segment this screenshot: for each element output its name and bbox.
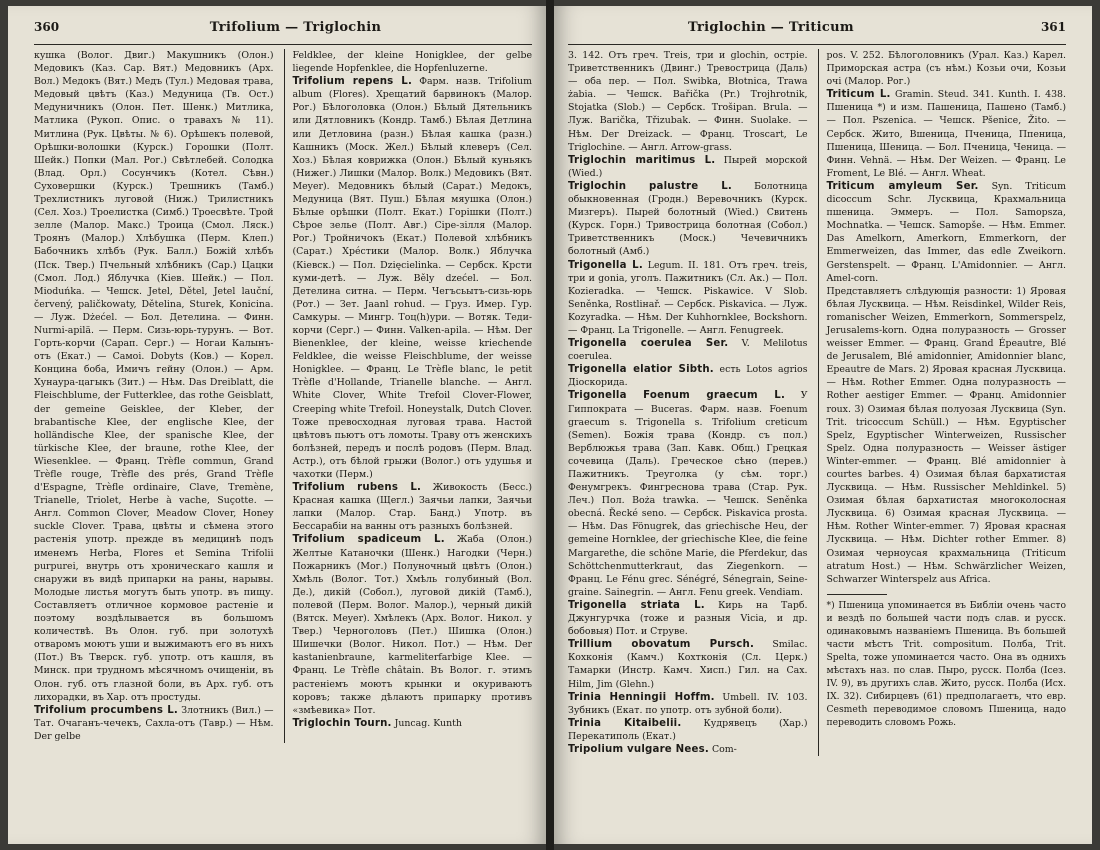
entry-text: Представляетъ слѣдующія разности: 1) Яровая бѣлая Лусквица. — Нѣм. Reisdinkel, Wilder Reis, romanischer Weizen, Emmerkorn, Sommerspelz, Jerusalems-korn. Одна полуразность — Grosser weisser Emmer. — Франц. Grand Épeautre, Blé de Jerusalem, Blé amidonnier, Amidonnier blanc, Epeautre de Mars. 2) Яровая красная Лусквица. — Нѣм. Rother Emmer. Одна полуразность — Rother aestiger Emmer. — Франц. Amidonnier roux. 3) Озимая бѣлая полуозая Лусквица (Syn. Trit. tricoccum Schüll.) — Нѣм. Egyptischer Spelz, Egyptischer Winterweizen, Russischer Spelz. Одна полуразность — Weisser ästiger Winter-emmer. — Франц. Blé amidonnier à courtes barbes. 4) Озимая бѣлая бархатистая Лусквица. — Нѣм. Russischer Mehldinkel. 5) Озимая бѣлая бархатистая многоколосная Лусквица. 6) Озимая красная Лусквица. — Нѣм. Rother Winter-emmer. 7) Яровая красная Лусквица. — Нѣм. Dichter rother Emmer. 8) Озимая черноусая крахмальница (Triticum atratum Host.) — Нѣм. Schwärzlicher Weizen, Schwarzer Winterspelz aus Africa. xyxy=(826,285,1066,585)
dictionary-entry xyxy=(293,533,533,716)
entry-text: кушка (Волог. Двиг.) Макушникъ (Олон.) Медовикъ (Каз. Сар. Вят.) Медовникъ (Арх. Вол.) Медокъ (Вят.) Медъ (Тул.) Медовая трава, Медовый цвѣтъ (Каз.) Медуница (Тв. Ост.) Медуничникъ (Олон. Пет. Шенк.) Митлика, Матлика (Рукоп. Опис. о травахъ № 11). Митлина (Рук. Цвѣты. № 6). Орѣшекъ полевой, Орѣшки-волошки (Курск.) Горошки (Полт. Шейк.) Попки (Мал. Рог.) Свѣтлебей. Солодка (Влад. Орл.) Сосунчикъ (Котел. Сѣвн.) Суховершки (Курск.) Трешникъ (Тамб.) Трехлистникъ луговой (Ниж.) Трилистникъ (Сел. Хоз.) Троелистка (Симб.) Троесвѣте. Трой зелле (Малор. Макс.) Троица (Смол. Ляск.) Троянъ (Малор.) Хлѣбушка (Перм. Клеп.) Бабочникъ хлѣбъ (Рук. Балл.) Божій хлѣбъ (Пск. Твер.) Пчельный хлѣбникъ (Сар.) Цацки (Смол. Лод.) Яблучка (Кіев. Шейк.) — Пол. Mioduńka. — Чешск. Jetel, Dětel, Jetel lauční, červený, paličkowaty, Dětelina, Sturek, Konicina. — Луж. Dżećel. — Бол. Детелина. — Финн. Nurmi-apilä. — Перм. Сизь-юрь-турунъ. — Вот. Горть-корчи (Сарап. Серг.) — Ногаи Калынъ-отъ (Екат.) — Самоі. Dobyts (Ков.) — Корел. Концина боба, Имичъ гейну (Олон.) — Арм. Хунаура-цагыкъ (Зит.) — Нѣм. Das Dreiblatt, die Fleischblume, der Futterklee, das rothe Geisblatt, der gemeine Geisklee, der Kleber, der brabantische Klee, der englische Klee, der holländische Klee, der spanische Klee, der türkische Klee, der braune, rothe Klee, der Wiesenklee. — Франц. Trèfle commun, Grand Trèfle rouge, Trèfle des prés, Grand Trèfle d'Espagne, Trèfle ordinaire, Clave, Tremène, Trianelle, Triolet, Herbe à vache, Suçotte. — Англ. Common Clover, Meadow Clover, Honey suckle Clover. Трава, цвѣты и сѣмена этого растенія употр. прежде въ медицинѣ подъ именемъ Herba, Flores et Semina Trifolii purpurei, внутрь отъ хроническаго кашля и снаружи въ видѣ припарки на раны, нарывы. Молодые листья могутъ быть употр. въ пищу. Составляетъ отличное кормовое растеніе и поэтому воздѣлывается въ большомъ количествѣ. Въ Олон. губ. при золотухѣ отваромъ моютъ уши и выжимаютъ его въ нихъ (Пот.) Въ Тверск. губ. употр. отъ кашля, въ Минск. при трудномъ мѣсячномъ очищеніи, въ Олон. губ. отъ глазной боли, въ Арх. губ. отъ лихорадки, въ Хар. отъ простуды. xyxy=(34,50,274,703)
entry-text: Живокость (Бесс.) Красная кашка (Щегл.) Заячьи лапки, Заячьи лапки (Малор. Стар. Банд.) Употр. въ Бессарабіи на ванны отъ разныхъ болѣзней. xyxy=(292,482,532,533)
dictionary-entry xyxy=(568,49,808,154)
footnote: *) Пшеница упоминается въ Библіи очень часто и вездѣ по большей части подъ слав. и русск. одинаковымъ названіемъ Пшеница. Въ большей части мѣстъ Trit. compositum. Полба, Trit. Spelta, тоже упоминается часто. Она въ однихъ мѣстахъ наз. по слав. Пыро, русск. Полба (Ісез. IV. 9), въ другихъ слав. Жито, русск. Полба (Исх. IX. 32). Сибирцевъ (61) предполагаетъ, что евр. Cesmeth переводимое словомъ Пшеница, надо переводить словомъ Рожь. xyxy=(826,599,1066,728)
running-head-title: Triglochin — Triticum xyxy=(688,20,854,35)
dictionary-entry xyxy=(568,337,808,363)
entry-text: Кудрявецъ (Хар.) Перекатиполь (Екат.) xyxy=(568,717,808,742)
entry-text: Syn. Triticum dicoccum Schr. Лусквица, Крахмальница пшеница. Эммеръ. — Пол. Samopsza, Mochnatka. — Чешск. Samopše. — Нѣм. Emmer. Das Amelkorn, Amerkorn, Emmerkorn, der Emmerweizen, das Immer, das edle Zweikorn. Gerstenspelt. — Франц. L'Amidonnier. — Англ. Amel-corn. xyxy=(826,180,1066,284)
entry-headword: Trillium obovatum Pursch. xyxy=(568,639,755,651)
running-head xyxy=(568,20,1066,42)
entry-headword: Tripolium vulgare Nees. xyxy=(568,743,709,755)
entry-headword: Triglochin maritimus L. xyxy=(568,154,716,166)
dictionary-entry xyxy=(827,285,1067,586)
text-columns xyxy=(34,49,532,743)
book-gutter xyxy=(546,0,554,850)
dictionary-entry xyxy=(293,49,533,75)
entry-headword: Trifolium repens L. xyxy=(292,76,413,88)
entry-text: Feldklee, der kleine Honigklee, der gelbe liegende Hopfenklee, die Hopfenluzerne. xyxy=(292,50,532,75)
entry-headword: Trigonella elatior Sibth. xyxy=(568,364,714,376)
entry-text: Фарм. назв. Trifolium album (Flores). Хрещатий барвинокъ (Малор. Рог.) Бѣлоголовка (Олон.) Бѣлый Дятельникъ или Дятловникъ (Кондр. Тамб.) Бѣлая Детлина или Детловина (разн.) Бѣлая кашка (разн.) Кашникъ (Моск. Жел.) Бѣлый клеверъ (Сел. Хоз.) Бѣлая коврижка (Олон.) Бѣлый куньякъ (Нижег.) Лишки (Малор. Волк.) Медовикъ (Вят. Meyer). Медовникъ бѣлый (Сарат.) Медокъ, Медуница (Вят. Пуш.) Бѣлая мяушка (Олон.) Бѣлые орѣшки (Полт. Екат.) Горішки (Полт.) Сѣрое зелье (Полт. Авг.) Сіре-зілля (Малор. Рог.) Тройничокъ (Екат.) Полевой хлѣбникъ (Сарат.) Хрéстики (Малор. Волк.) Яблучка (Кіевск.) — Пол. Dzięcielinka. — Сербск. Крсти куми-детѣ. — Луж. Běly dzećel. — Бол. Детелина ситна. — Перм. Чегъсьытъ-сизь-юрь (Рот.) — Зет. Jaanl rohud. — Груз. Имер. Гур. Самкуры. — Мингр. Тоц(h)ури. — Вотяк. Теди-корчи (Серг.) — Финн. Valken-apila. — Нѣм. Der Bienenklee, der kleine, weisse kriechende Feldklee, die weisse Fleischblume, der weisse Honigklee. — Франц. Le Trèfle blanc, le petit Trèfle d'Hollande, Trianelle blanche. — Англ. White Clover, White Trefoil Clover-Flower, Creeping white Trefoil. Honeystalk, Dutch Clover. Тоже превосходная луговая трава. Настой цвѣтовъ пьютъ отъ ломоты. Траву отъ женскихъ болѣзней, передъ и послѣ родовъ (Перм. Влад. Астр.), отъ бѣлой грыжи (Волог.) отъ удушья и чахотки (Перм.) xyxy=(292,76,533,480)
entry-text: Жаба (Олон.) Желтые Катаночки (Шенк.) Нагодки (Черн.) Пожарникъ (Мог.) Полуночный цвѣтъ (Олон.) Хмѣль (Волог. Тот.) Хмѣль голубиный (Вол. Де.), дикій (Собол.), луговой дикій (Тамб.), полевой (Перм. Волог. Малор.), черный дикій (Вятск. Meyer). Хмѣлекъ (Арх. Волог. Никол. у Твер.) Черноголовъ (Пет.) Шишка (Олон.) Шишечки (Волог. Никол. Пот.) — Нѣм. Der kastanienbraune, karmeliterfarbige Klee. — Франц. Le Trèfle châtain. Въ Волог. г. этимъ растеніемъ моютъ крынки и окуриваютъ коровъ; также дѣлаютъ припарку противъ «змѣевика» Пот. xyxy=(292,534,532,716)
dictionary-entry xyxy=(568,599,808,638)
entry-headword: Trigonella striata L. xyxy=(568,599,705,611)
entry-text: есть Lotos agrios Діоскорида. xyxy=(568,364,808,389)
page-number: 360 xyxy=(34,20,60,34)
dictionary-entry xyxy=(34,49,274,704)
entry-headword: Trigonella coerulea Ser. xyxy=(568,338,729,350)
entry-text: Кирь на Тарб. Джунгурчка (тоже и разныя Vicia, и др. бобовыя) Пот. и Струве. xyxy=(568,599,808,638)
page-number: 361 xyxy=(1040,20,1066,34)
entry-headword: Trifolium procumbens L. xyxy=(34,704,178,716)
entry-headword: Trifolium rubens L. xyxy=(292,482,422,494)
entry-headword: Trigonella L. xyxy=(568,259,643,271)
entry-headword: Triticum L. xyxy=(826,89,891,101)
entry-text: Болотница обыкновенная (Гродн.) Веревочникъ (Курск. Мизгеръ). Пырей болотный (Wied.) Свитень (Курск. Горн.) Тривострица болотная (Собол.) Триветственникъ (Моск.) Чечевичникъ болотный (Амб.) xyxy=(568,180,808,258)
footnote-rule xyxy=(827,594,887,595)
entry-text: Juncag. Kunth xyxy=(394,717,462,729)
dictionary-entry xyxy=(34,704,274,743)
footnote-block xyxy=(827,594,1067,729)
header-rule xyxy=(568,44,1066,45)
right-page xyxy=(554,6,1092,844)
entry-text: Com- xyxy=(711,743,737,755)
text-column xyxy=(34,49,274,743)
dictionary-entry xyxy=(293,75,533,481)
entry-text: У Гиппократа — Buceras. Фарм. назв. Foenum graecum s. Trigonella s. Trifolium creticum (Semen). Божія трава (Кондр. съ пол.) Верблюжья трава (Зап. Кавк. Общ.) Грецкая сочевица (Даль). Греческое сѣно (перев.) Пажитникъ. Треуголка (у сѣм. торг.) Фенумгрекъ. Фингреснова трава (Стар. Рук. Леч.) Пол. Boża trawka. — Чешск. Seněnka obecná. Řecké seno. — Сербск. Piskavica prosta. — Нѣм. Das Fönugrek, das griechische Heu, der gemeine Hornklee, der griechische Klee, die feine Margarethe, die schöne Marie, die Pferdekur, das Schöttchenmutterkraut, das Ziegenkorn. — Франц. Le Fénu grec. Sénégré, Sénegrain, Seine-graine. Sainegrin. — Англ. Fenu greek. Vendiam. xyxy=(568,390,808,598)
running-head xyxy=(34,20,532,42)
left-page xyxy=(8,6,546,844)
dictionary-entry xyxy=(568,154,808,180)
dictionary-entry xyxy=(568,691,808,717)
dictionary-entry xyxy=(568,638,808,690)
text-column xyxy=(818,49,1067,756)
entry-text: Smilac. Кохконія (Камч.) Кохтконія (Сл. Церк.) Тамарки (Инстр. Камч. Хисп.) Гил. на Сах. Hilm, Jim (Glehn.) xyxy=(568,639,808,690)
dictionary-entry xyxy=(293,717,533,730)
entry-text: pos. V. 252. Бѣлоголовникъ (Урал. Каз.) Карел. Приморская астра (съ нѣм.) Козьи очи, Козьи очі (Малор. Рог.) xyxy=(826,50,1066,88)
entry-headword: Trifolium spadiceum L. xyxy=(292,534,445,546)
entry-text: Legum. II. 181. Отъ греч. treis, три и gonia, уголъ. Пажитникъ (Сл. Ак.) — Пол. Kozieradka. — Чешск. Piskawice. V Slob. Seněnka, Rostliнař. — Сербск. Piskavica. — Луж. Kozyradka. — Нѣм. Der Kuhhornklee, Bockshorn. — Франц. La Trigonelle. — Англ. Fenugreek. xyxy=(568,259,808,336)
dictionary-entry xyxy=(568,717,808,743)
entry-text: Пырей морской (Wied.) xyxy=(568,154,808,179)
entry-headword: Trinia Henningii Hoffm. xyxy=(568,691,715,703)
dictionary-entry xyxy=(293,481,533,533)
entry-text: Umbell. IV. 103. Зубникъ (Екат. по употр. отъ зубной боли). xyxy=(568,691,808,716)
text-column xyxy=(284,49,533,743)
entry-headword: Trigonella Foenum graecum L. xyxy=(568,390,786,402)
entry-headword: Trinia Kitaibelii. xyxy=(568,717,682,729)
text-column xyxy=(568,49,808,756)
dictionary-entry xyxy=(827,180,1067,285)
entry-headword: Triglochin Tourn. xyxy=(292,717,392,729)
entry-text: V. Melilotus coerulea. xyxy=(568,338,808,363)
dictionary-entry xyxy=(827,49,1067,88)
entry-headword: Triglochin palustre L. xyxy=(568,180,732,192)
header-rule xyxy=(34,44,532,45)
entry-text: Gramin. Steud. 341. Kunth. I. 438. Пшеница *) и изм. Пашеница, Пашено (Тамб.) — Пол. Pszenica. — Чешск. Pšenice, Žito. — Сербск. Жито, Вшеница, Пченица, Ппеница, Пшеница, Шеница. — Бол. Пченица, Ченица. — Финн. Vehnä. — Нѣм. Der Weizen. — Франц. Le Froment, Le Blé. — Англ. Wheat. xyxy=(826,89,1066,179)
dictionary-entry xyxy=(827,88,1067,180)
dictionary-entry xyxy=(568,389,808,599)
entry-text: Злотникъ (Вил.) — Тат. Очаганъ-чечекъ, Сахла-отъ (Тавр.) — Нѣм. Der gelbe xyxy=(34,704,274,742)
entry-headword: Triticum amyleum Ser. xyxy=(826,180,979,192)
entry-text: 3. 142. Отъ греч. Treis, три и glochin, остріе. Триветственникъ (Двинг.) Тревострица (Даль) — оба пер. — Пол. Swibka, Błotnica, Trawa żabia. — Чешск. Bařička (Pr.) Trojhrotnik, Stojatka (Slob.) — Сербск. Trošipan. Brula. — Луж. Baričkа, Třizubak. — Финн. Suolake. — Нѣм. Der Dreizack. — Франц. Troscart, Le Triglochine. — Англ. Arrow-grass. xyxy=(568,50,808,153)
running-head-title: Trifolium — Triglochin xyxy=(209,20,382,35)
text-columns xyxy=(568,49,1066,756)
dictionary-entry xyxy=(568,180,808,259)
dictionary-entry xyxy=(568,363,808,389)
dictionary-entry xyxy=(568,743,808,756)
dictionary-entry xyxy=(568,259,808,338)
